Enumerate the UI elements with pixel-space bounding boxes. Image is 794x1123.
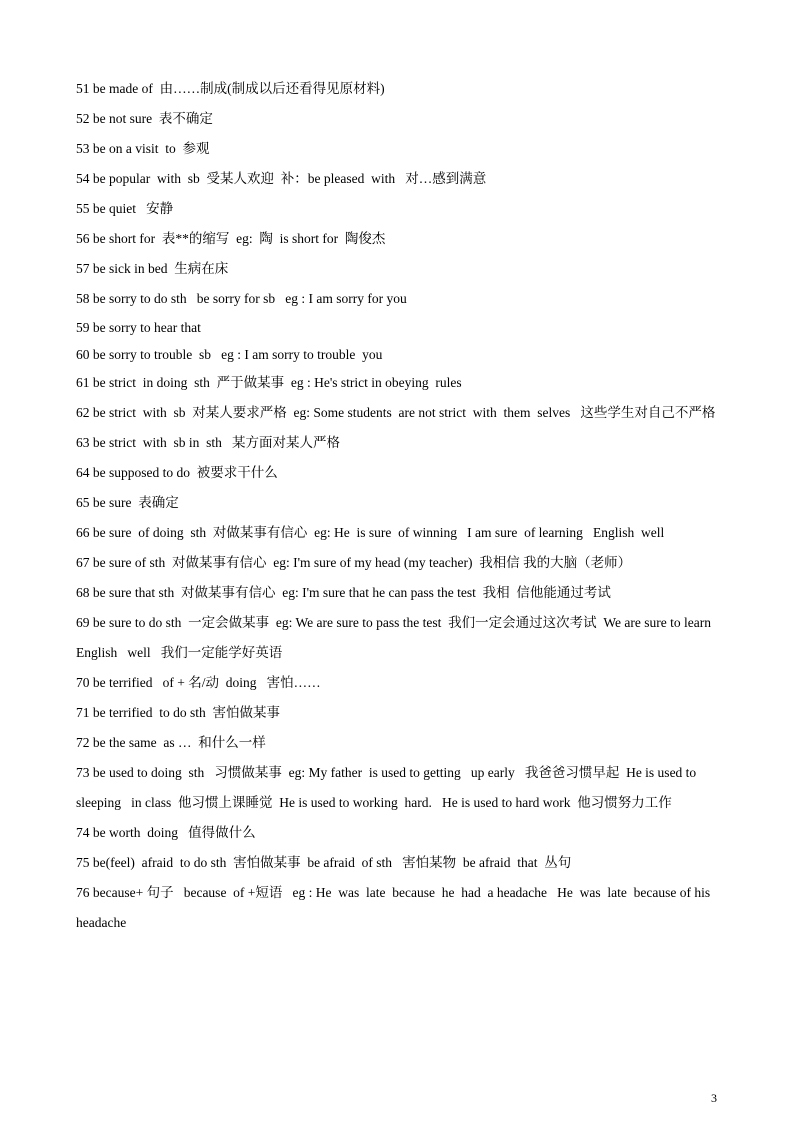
entry-76: 76 because+ 句子 because of +短语 eg : He was late because he had a headache He was late because of his headache (76, 885, 714, 930)
entry-66: 66 be sure of doing sth 对做某事有信心 eg: He is sure of winning I am sure of learning English well (76, 525, 665, 540)
entry-59: 59 be sorry to hear that (76, 320, 201, 335)
entry-57: 57 be sick in bed 生病在床 (76, 261, 229, 276)
entry-60: 60 be sorry to trouble sb eg : I am sorry to trouble you (76, 347, 383, 362)
entry-58: 58 be sorry to do sth be sorry for sb eg : I am sorry for you (76, 291, 407, 306)
entry-69: 69 be sure to do sth 一定会做某事 eg: We are sure to pass the test 我们一定会通过这次考试 We are sure to learn English well 我们一定能学好英语 (76, 615, 718, 660)
entry-68: 68 be sure that sth 对做某事有信心 eg: I'm sure that he can pass the test 我相 信他能通过考试 (76, 585, 611, 600)
entry-51: 51 be made of 由……制成(制成以后还看得见原材料) (76, 81, 385, 96)
entry-67: 67 be sure of sth 对做某事有信心 eg: I'm sure of my head (my teacher) 我相信 我的大脑（老师） (76, 555, 632, 570)
entry-72: 72 be the same as … 和什么一样 (76, 735, 266, 750)
entry-65: 65 be sure 表确定 (76, 495, 179, 510)
entry-74: 74 be worth doing 值得做什么 (76, 825, 256, 840)
entry-55: 55 be quiet 安静 (76, 201, 174, 216)
entry-70: 70 be terrified of + 名/动 doing 害怕…… (76, 675, 321, 690)
entry-52: 52 be not sure 表不确定 (76, 111, 213, 126)
entry-75: 75 be(feel) afraid to do sth 害怕做某事 be afraid of sth 害怕某物 be afraid that 丛句 (76, 855, 572, 870)
page-number: 3 (711, 1091, 717, 1105)
entry-54: 54 be popular with sb 受某人欢迎 补：be pleased with 对…感到满意 (76, 171, 487, 186)
entry-63: 63 be strict with sb in sth 某方面对某人严格 (76, 435, 340, 450)
entry-53: 53 be on a visit to 参观 (76, 141, 210, 156)
entry-71: 71 be terrified to do sth 害怕做某事 (76, 705, 280, 720)
entry-61: 61 be strict in doing sth 严于做某事 eg : He's strict in obeying rules (76, 375, 462, 390)
entry-64: 64 be supposed to do 被要求干什么 (76, 465, 278, 480)
entry-62: 62 be strict with sb 对某人要求严格 eg: Some students are not strict with them selves 这些学生对自己不严格 (76, 405, 716, 420)
entry-73: 73 be used to doing sth 习惯做某事 eg: My father is used to getting up early 我爸爸习惯早起 He is used to sleeping in class 他习惯上课睡觉 He is used to working hard. He is used to hard work 他习惯努力工作 (76, 765, 700, 810)
entry-56: 56 be short for 表**的缩写 eg: 陶 is short for 陶俊杰 (76, 231, 386, 246)
document-body (76, 74, 726, 938)
